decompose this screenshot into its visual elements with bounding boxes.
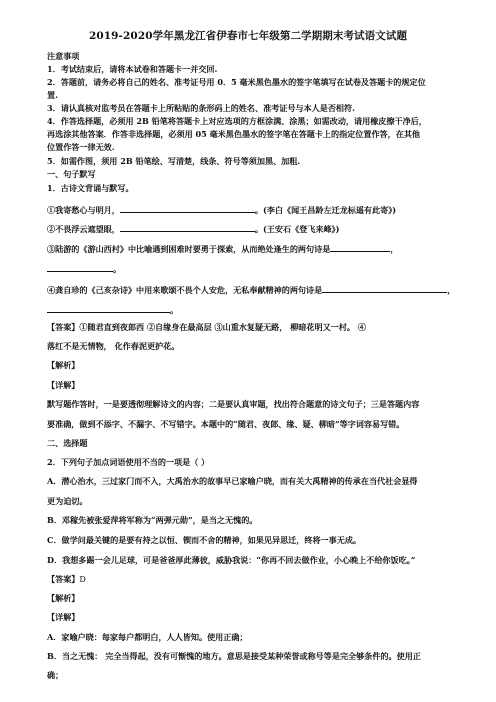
notice-item-4-cont: 再选涂其他答案．作答非选择题，必须用 05 毫米黑色墨水的签字笔在答题卡上的指定位置作答，在其他	[47, 129, 421, 139]
blank-line-b	[47, 222, 457, 235]
option-b: B．邓稼先被张爱萍将军称为“两弹元勋”，是当之无愧的。	[47, 515, 258, 525]
section2-heading: 二、选择题	[47, 438, 88, 448]
notice-item-5: 5．如需作图，须用 2B 铅笔绘、写清楚，线条、符号等须加黑、加粗.	[47, 156, 301, 166]
option-a: A．潜心治水，三过家门而不入，大禹治水的故事早已家喻户晓，而有关大禹精神的传承在当代社会显得	[47, 476, 418, 486]
option-a-cont: 更为迫切。	[47, 496, 88, 506]
notice-item-4-cont2: 位置作答一律无效.	[47, 142, 115, 152]
explanation-b: B．当之无愧： 完全当得起，没有可惭愧的地方。意思是接受某种荣誉或称号等是完全够条件的。使用正	[47, 651, 421, 661]
blank-line-c	[47, 242, 457, 255]
answer-blank-d1[interactable]	[322, 283, 447, 293]
notice-heading: 注意事项	[47, 51, 80, 61]
blank-d-comma: ，	[447, 285, 456, 295]
answer-2-line	[47, 574, 457, 585]
answer-1-cont: 落红不是无情物， 化作春泥更护花。	[47, 341, 180, 351]
question-1: 1．古诗文背诵与默写。	[47, 183, 134, 193]
answer-blank-c2[interactable]	[47, 262, 113, 272]
blank-a-prefix: ①我寄愁心与明月，	[47, 205, 120, 215]
notice-item-1: 1．考试结束后，请将本试卷和答题卡一并交回.	[47, 64, 218, 74]
detail-label: 【详解】	[47, 380, 80, 390]
blank-d-end: 。	[170, 305, 179, 315]
blank-line-c-cont	[47, 262, 457, 275]
answer-2-label: 【答案】	[47, 574, 80, 584]
detail-text-1: 默写题作答时，一是要透彻理解诗文的内容；二是要认真审题，找出符合题意的诗文句子；三是答题内容	[47, 399, 420, 409]
explanation-b-cont: 确；	[47, 670, 64, 680]
page-title: 2019-2020学年黑龙江省伊春市七年级第二学期期末考试语文试题	[88, 30, 408, 42]
answer-blank-b[interactable]	[120, 222, 255, 232]
blank-a-suffix: 。(李白《闻王昌龄左迁龙标遥有此寄》)	[254, 205, 397, 215]
option-d: D．我想多踢一会儿足球，可是爸爸厚此薄彼，威胁我说：“你再不回去做作业，小心晚上不给你饭吃。”	[47, 555, 416, 565]
blank-c-prefix: ③陆游的《游山西村》中比喻遇到困难时要勇于探索，从而绝处逢生的两句诗是	[47, 244, 331, 254]
blank-b-prefix: ②不畏浮云遮望眼，	[47, 224, 120, 234]
answer-blank-d2[interactable]	[47, 303, 170, 313]
question-2: 2．下列句子加点词语使用不当的一项是（ ）	[47, 457, 210, 467]
option-c: C．做学问最关键的是要有持之以恒、锲而不舍的精神，如果见异思迁，终将一事无成。	[47, 535, 362, 545]
notice-item-3: 3．请认真核对监考员在答题卡上所粘贴的条形码上的姓名、准考证号与本人是否相符.	[47, 103, 355, 113]
blank-c-end: 。	[113, 264, 122, 274]
answer-label: 【答案】	[47, 322, 80, 332]
blank-c-comma: ，	[390, 244, 399, 254]
analysis-2-label: 【解析】	[47, 593, 80, 603]
explanation-a: A．家喻户晓：每家每户都明白，人人皆知。使用正确；	[47, 632, 248, 642]
analysis-label: 【解析】	[47, 360, 80, 370]
answer-1-text: ①随君直到夜郎西 ②自缘身在最高层 ③山重水复疑无路， 柳暗花明又一村。 ④	[79, 322, 366, 332]
blank-line-d	[47, 283, 457, 296]
notice-item-2: 2．答题前，请务必将自己的姓名、准考证号用 0．5 毫米黑色墨水的签字笔填写在试卷及答题卡的规定位	[47, 77, 426, 87]
answer-2-value: D	[79, 574, 86, 584]
answer-blank-a[interactable]	[120, 203, 255, 213]
section1-heading: 一、句子默写	[47, 169, 96, 179]
blank-line-d-cont	[47, 303, 457, 316]
detail-2-label: 【详解】	[47, 612, 80, 622]
notice-item-2-cont: 置.	[47, 90, 58, 100]
notice-item-4: 4．作答选择题，必须用 2B 铅笔将答题卡上对应选项的方框涂满、涂黑；如需改动，请用橡皮擦干净后，	[47, 116, 427, 126]
blank-line-a	[47, 203, 457, 216]
answer-blank-c1[interactable]	[330, 242, 390, 252]
detail-text-2: 要准确，做到不添字、不漏字、不写错字。本题中的“随君、夜郎、缘、疑、柳暗”等字词容易写错。	[47, 419, 405, 429]
blank-d-prefix: ④龚自珍的《己亥杂诗》中用来歌颂不畏个人安危，无私奉献精神的两句诗是	[47, 285, 323, 295]
answer-1-line	[47, 322, 457, 333]
blank-b-suffix: 。(王安石《登飞来峰》)	[254, 224, 340, 234]
